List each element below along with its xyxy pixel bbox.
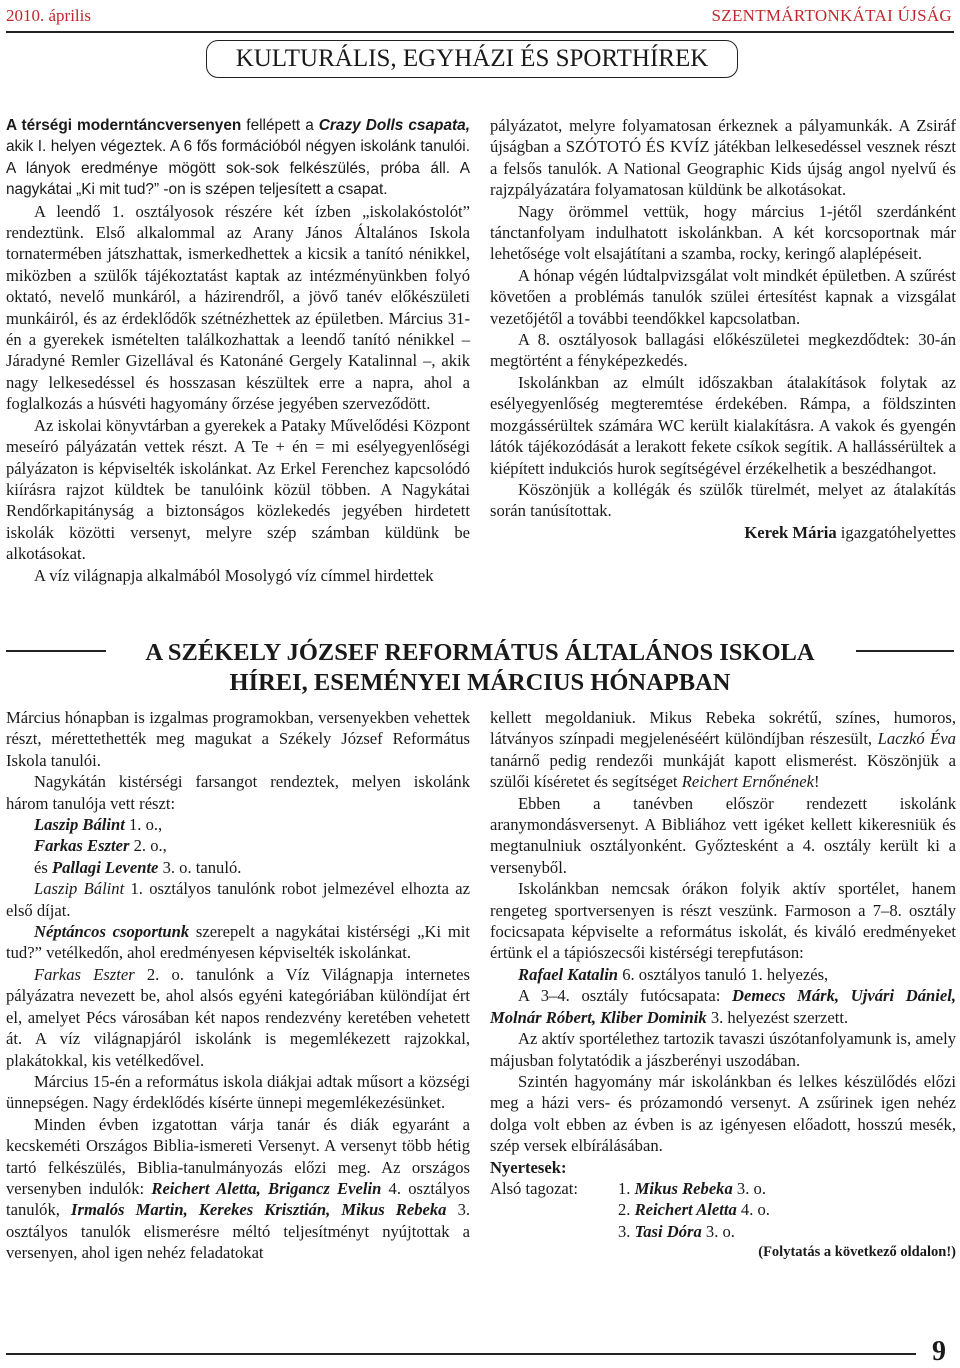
winner-name: Reichert Aletta xyxy=(634,1200,737,1220)
empty-cell xyxy=(490,1221,618,1242)
winners-heading xyxy=(490,1157,956,1178)
paragraph: Az iskolai könyvtárban a gyerekek a Pataky Művelődési Központ meseíró pályázatán vettek részt. A Te + én = mi esélyegyenlőségi pályázaton is képviselték iskolánkat. Az Erkel Ferenchez kapcsolódó kiírásra rajzot küldtek be tanulóink közül többen. A Nagykátai Rendőrkapitányság a biztonságos közlekedés jegyében hirdetett iskolák közötti versenyt, melyre szép számban küldünk be alkotásokat. xyxy=(6,415,470,564)
winner-rank: 3. xyxy=(618,1221,635,1241)
article1-column-right xyxy=(490,115,956,543)
paragraph-text: szerepelt a nagykátai kistérségi „Ki mit tud?” vetélkedőn, ahol eredményesen képviselték iskolánkat. xyxy=(6,922,470,963)
signature xyxy=(490,522,956,543)
paragraph-text: Minden évben izgatottan várja tanár és diák egyaránt a kecskeméti Országos Biblia-ismereti Versenyt. A versenyt több hétig tartó felkészülés, Biblia-tanulmányozás előzi meg. Az országos versenyben indulók: xyxy=(6,1114,470,1198)
winner-name: Tasi Dóra xyxy=(634,1221,702,1241)
student-name: Rafael Katalin xyxy=(518,964,619,984)
paragraph xyxy=(6,878,470,921)
article2-title-line1: A SZÉKELY JÓZSEF REFORMÁTUS ÁLTALÁNOS ISKOLA xyxy=(145,639,815,666)
paragraph-text: 6. osztályos tanuló 1. helyezés, xyxy=(618,964,829,984)
paragraph: A leendő 1. osztályosok részére két ízben „iskolakóstolót” rendeztünk. Első alkalommal az Arany János Általános Iskola tornatermében játszhattak, ismerkedhettek a kicsik a tanító nénikkel, miközben a szülők tájékoztatást kaptak az intézményünkben folyó oktató, nevelő munkáról, a házirendről, a jövő tanév előkészületi munkáiról, és az érdeklődők szétnézhettek az épületben. Március 31-én a gyerekek ismételten találkozhattak a leendő tanító nénikkel – Járadyné Remler Gizellával és Katonáné Gergely Katalinnal –, akik nagy lelkesedéssel és hosszasan készültek erre a napra, ahol a foglalkozás a húsvéti hagyomány őrzése jegyében szerveződött. xyxy=(6,201,470,414)
winner-name: Laszip Bálint xyxy=(34,815,125,835)
table-row xyxy=(490,1221,770,1242)
article2-column-left xyxy=(6,707,470,1264)
winner-rank: 1. xyxy=(618,1178,635,1198)
winner-rank: 2. xyxy=(618,1200,635,1220)
paragraph xyxy=(490,964,956,985)
lead-italic: Crazy Dolls csapata, xyxy=(318,117,470,134)
winner-place: 3. o. tanuló. xyxy=(158,857,242,877)
paragraph: Szintén hagyomány már iskolánkban és lelkes készülődés előzi meg a házi vers- és prózamondó versenyt. A zsűrinek igen nehéz dolga volt ebben az évben is az igényesen előadott, hosszú mesék, szép versek elbírálásában. xyxy=(490,1071,956,1156)
paragraph-text: ! xyxy=(813,772,820,792)
winners-category: Alsó tagozat: xyxy=(490,1178,579,1198)
paragraph: Március hónapban is izgalmas programokban, versenyekben vehettek részt, mérettethették meg magukat a Székely József Református Iskola tanulói. xyxy=(6,708,470,770)
title-rule-left xyxy=(6,650,106,652)
lead-rest: akik I. helyen végeztek. A 6 fős formációból négyen iskolánk tanulói. A lányok eredménye mögött sok-sok felkészülés, próba áll. A nagykátai „Ki mit tud?” -on is szépen teljesített a csapat. xyxy=(6,138,470,199)
paragraph xyxy=(6,921,470,964)
paragraph: A 8. osztályosok ballagási előkészületei megkezdődtek: 30-án megtörtént a fényképezkedés. xyxy=(490,330,956,371)
header-rule xyxy=(6,31,954,33)
student-names: Demecs Márk, Ujvári Dániel, Molnár Róbert, Kliber Dominik xyxy=(490,986,956,1027)
paragraph: pályázatot, melyre folyamatosan érkeznek a pályamunkák. A Zsiráf újságban a SZÓTOTÓ ÉS KVÍZ játékban lelkesedéssel vesznek részt a felsős tanulók. A National Geographic Kids újság angol nyelvű és rajzpályázatára folyamatosan küldünk be alkotásokat. xyxy=(490,116,956,200)
group-name: Néptáncos csoportunk xyxy=(34,922,190,942)
winner-line xyxy=(6,835,470,856)
paragraph: Iskolánkban nemcsak órákon folyik aktív sportélet, hanem rengeteg sportversenyen is részt veszünk. Farmoson a 7–8. osztály focicsapata képviselte a református iskolát, és kiváló eredményeket értünk el a tápiószecsői kistérségi terepfutáson: xyxy=(490,879,956,963)
winner-entry xyxy=(618,1199,770,1220)
paragraph xyxy=(490,707,956,793)
section-title: KULTURÁLIS, EGYHÁZI ÉS SPORTHÍREK xyxy=(206,40,738,78)
paragraph: Köszönjük a kollégák és szülők türelmét, melyet az átalakítás során tanúsítottak. xyxy=(490,479,956,521)
student-names: Reichert Aletta, Brigancz Evelin xyxy=(151,1178,382,1198)
paragraph-text: 3. helyezést szerzett. xyxy=(706,1007,849,1027)
page-number: 9 xyxy=(932,1336,946,1367)
student-name: Farkas Eszter xyxy=(34,964,135,984)
winner-name: Farkas Eszter xyxy=(34,836,130,856)
lead-bold: A térségi moderntáncversenyen xyxy=(6,117,242,134)
footer-rule xyxy=(6,1353,916,1355)
paragraph-text: 4. osztályos tanulók, xyxy=(6,1178,471,1220)
thanks-name: Reichert Ernőnének xyxy=(681,772,814,792)
lead-paragraph xyxy=(6,115,470,201)
continued-note xyxy=(490,1242,956,1263)
paragraph xyxy=(6,964,470,1071)
winner-place: 1. o., xyxy=(124,815,163,835)
paragraph: Ebben a tanévben először rendezett iskolánk aranymondásversenyt. A Bibliához vett igéket kellett kikeresniük és megtanulniuk osztályonként. Győztesként a 4. osztály került ki a versenyből. xyxy=(490,793,956,877)
table-row xyxy=(490,1199,770,1220)
article2-column-right xyxy=(490,707,956,1264)
paragraph-text: 1. osztályos tanulónk robot jelmezével elhozta az első díjat. xyxy=(6,879,470,920)
table-row xyxy=(490,1178,770,1199)
signature-role: igazgatóhelyettes xyxy=(836,522,956,542)
winner-entry xyxy=(618,1221,770,1242)
paragraph: Nagykátán kistérségi farsangot rendeztek, melyen iskolánk három tanulója vett részt: xyxy=(6,772,470,813)
winner-prefix: és xyxy=(34,857,52,877)
paragraph: Nagy örömmel vettük, hogy március 1-jétől szerdánként tánctanfolyam indulhatott iskolánkban. A két korcsoportnak már lehetősége volt elsajátítani a szamba, rocky, keringő alaplépéseit. xyxy=(490,201,956,264)
lead-text: fellépett a xyxy=(241,117,319,134)
winners-heading-text: Nyertesek: xyxy=(490,1157,567,1177)
winner-name: Mikus Rebeka xyxy=(634,1178,733,1198)
paragraph-text: 2. o. tanulónk a Víz Világnapja internetes pályázatra nevezett be, ahol alsós egyéni kategóriában különdíjat ért el, amelyet Pécs városában két napos rendezvény keretében vehetett át. A víz világnapjáról iskolánk is megemlékezett rajzokkal, plakátokkal, kis vetélkedővel. xyxy=(6,964,470,1070)
paragraph-text: 3. osztályos tanulók elismerésre méltó teljesítményt nyújtottak a versenyen, ahol igen nehéz feladatokat xyxy=(6,1200,471,1263)
teacher-name: Laczkó Éva xyxy=(877,729,956,749)
winner-place: 2. o., xyxy=(129,836,167,856)
paragraph-text: A 3–4. osztály futócsapata: xyxy=(518,986,732,1006)
title-rule-right xyxy=(856,650,954,652)
winner-name: Pallagi Levente xyxy=(51,857,159,877)
winners-table xyxy=(490,1178,770,1242)
paragraph xyxy=(6,1114,470,1264)
paragraph: Március 15-én a református iskola diákjai adtak műsort a községi ünnepségen. Nagy érdeklődés kísérte ünnepi megemlékezésünket. xyxy=(6,1071,470,1113)
paragraph: A víz világnapja alkalmából Mosolygó víz címmel hirdettek xyxy=(34,565,434,585)
paragraph: A hónap végén lúdtalpvizsgálat volt mindkét épületben. A szűrést követően a problémás tanulók szülei értesítést kapnak a vizsgálat vezetőjétől a további teendőkkel kapcsolatban. xyxy=(490,265,956,328)
paragraph-text: kellett megoldaniuk. Mikus Rebeka sokrétű, színes, humoros, látványos színpadi megjelenéséért különdíjban részesült, xyxy=(490,708,956,749)
student-name: Laszip Bálint xyxy=(34,879,125,899)
issue-date: 2010. április xyxy=(6,6,91,25)
winner-grade: 3. o. xyxy=(732,1178,766,1198)
paragraph: Iskolánkban az elmúlt időszakban átalakítások folytak az esélyegyenlőség megteremtése érdekében. Rámpa, a földszinten mozgássérültek számára WC került kialakításra. A vakok és gyengén látók tájékozódását a lerakott fekete csíkok segítik. A hallássérültek a kiépített indukciós hurok segítségével érzékelhetik a beszédhangot. xyxy=(490,372,956,478)
winner-grade: 4. o. xyxy=(736,1200,770,1220)
paragraph: Az aktív sportélethez tartozik tavaszi úszótanfolyamunk is, amely májusban folytatódik a jászberényi uszodában. xyxy=(490,1029,956,1070)
article1-column-left xyxy=(6,115,470,586)
signature-name: Kerek Mária xyxy=(744,522,837,542)
newspaper-name: SZENTMÁRTONKÁTAI ÚJSÁG xyxy=(711,6,952,25)
winner-line xyxy=(6,814,470,835)
student-names: Irmalós Martin, Kerekes Krisztián, Mikus Rebeka xyxy=(71,1200,447,1220)
winner-entry xyxy=(618,1178,770,1199)
winner-grade: 3. o. xyxy=(701,1221,735,1241)
paragraph xyxy=(490,985,956,1028)
winner-line xyxy=(6,857,470,878)
article2-title-line2: HÍREI, ESEMÉNYEI MÁRCIUS HÓNAPBAN xyxy=(229,669,731,696)
article2-title xyxy=(120,638,840,698)
continued-text: (Folytatás a következő oldalon!) xyxy=(758,1244,956,1261)
paragraph-text: tanárnő pedig rendezői munkáját kapott elismerést. Köszönjük a szülői kíséretet és segítséget xyxy=(490,750,956,792)
empty-cell xyxy=(490,1199,618,1220)
